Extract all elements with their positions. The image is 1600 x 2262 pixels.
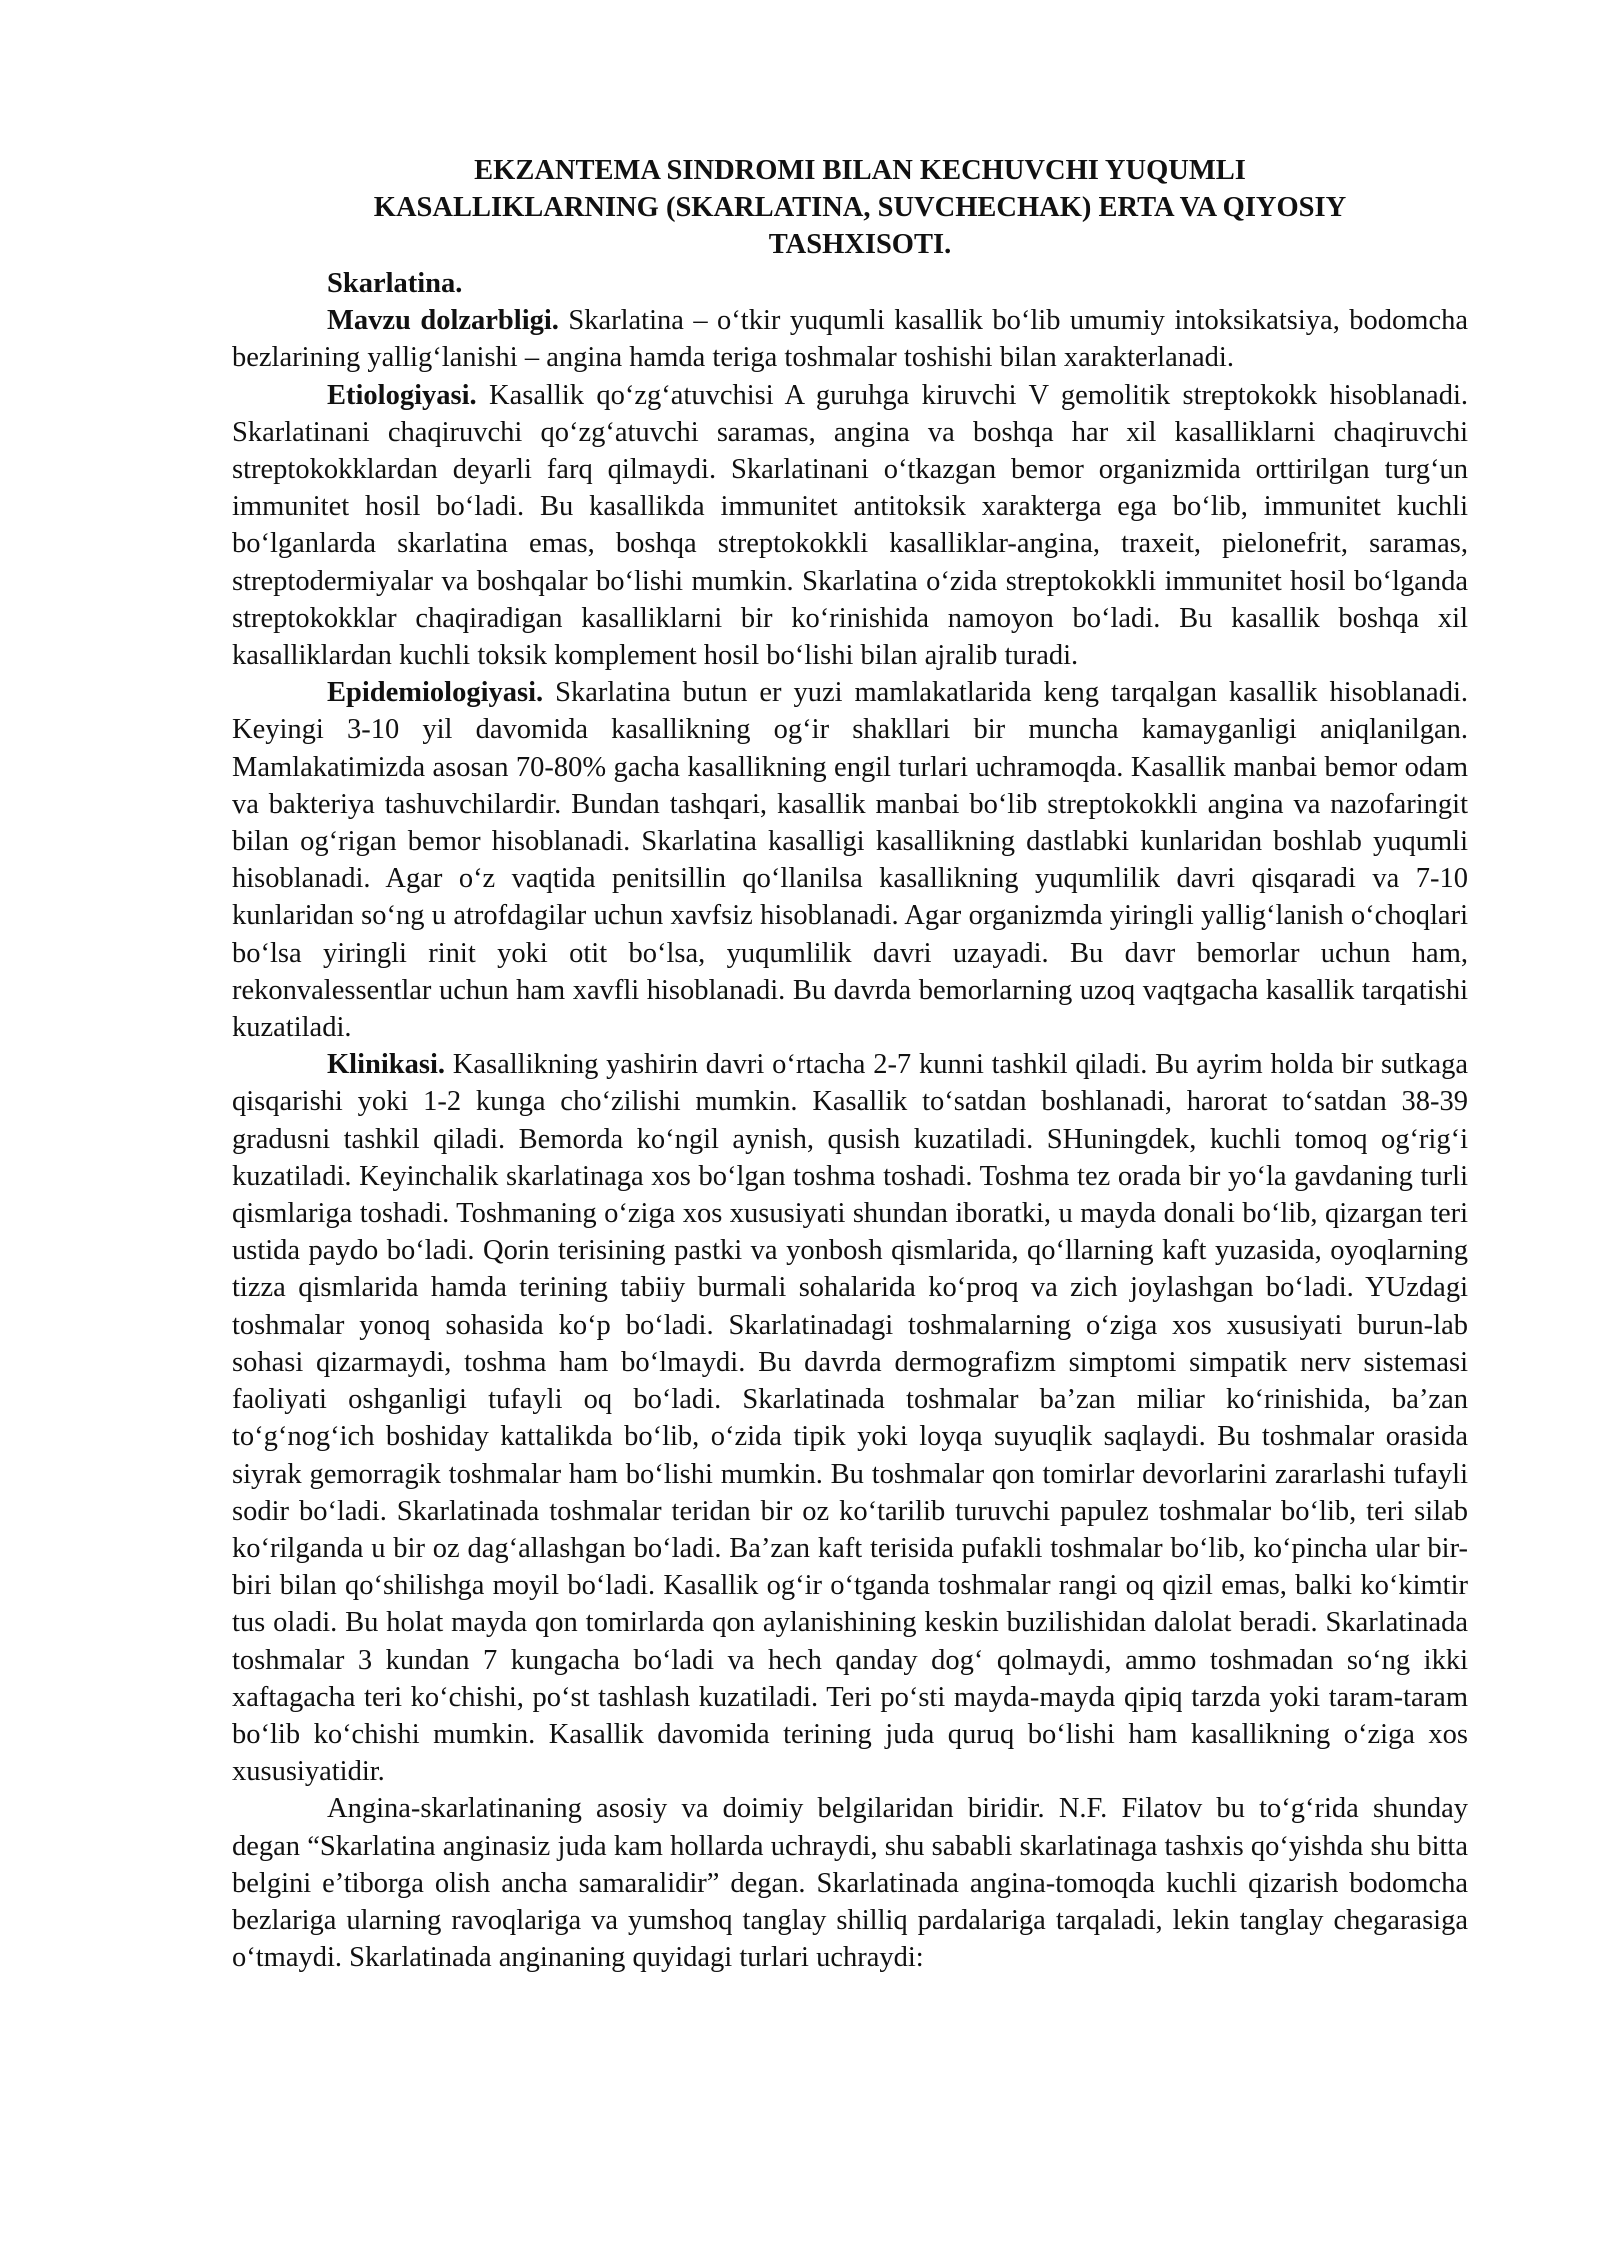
paragraph-epidemiology bbox=[232, 674, 1468, 1046]
title-line-3: TASHXISOTI. bbox=[768, 229, 952, 260]
paragraph-relevance bbox=[232, 302, 1468, 376]
document-title bbox=[232, 152, 1468, 263]
paragraph-etiology bbox=[232, 377, 1468, 675]
paragraph-angina bbox=[232, 1790, 1468, 1976]
paragraph-text: Kasallikning yashirin davri o‘rtacha 2-7 kunni tashkil qiladi. Bu ayrim holda bir sutkaga qisqarishi yoki 1-2 kunga cho‘zilishi mumkin. Kasallik to‘satdan boshlanadi, harorat to‘satdan 38-39 gradusni tashkil qiladi. Bemorda ko‘ngil aynish, qusish kuzatiladi. SHuningdek, kuchli tomoq og‘rig‘i kuzatiladi. Keyinchalik skarlatinaga xos bo‘lgan toshma toshadi. Toshma tez orada bir yo‘la gavdaning turli qismlariga toshadi. Toshmaning o‘ziga xos xususiyati shundan iboratki, u mayda donali bo‘lib, qizargan teri ustida paydo bo‘ladi. Qorin terisining pastki va yonbosh qismlarida, qo‘llarning kaft yuzasida, oyoqlarning tizza qismlarida hamda terining tabiiy burmali sohalarida ko‘proq va zich joylashgan bo‘ladi. YUzdagi toshmalar yonoq sohasida ko‘p bo‘ladi. Skarlatinadagi toshmalarning o‘ziga xos xususiyati burun-lab sohasi qizarmaydi, toshma ham bo‘lmaydi. Bu davrda dermografizm simptomi simpatik nerv sistemasi faoliyati oshganligi tufayli oq bo‘ladi. Skarlatinada toshmalar ba’zan miliar ko‘rinishida, ba’zan to‘g‘nog‘ich boshiday kattalikda bo‘lib, o‘zida tipik yoki loyqa suyuqlik saqlaydi. Bu toshmalar orasida siyrak gemorragik toshmalar ham bo‘lishi mumkin. Bu toshmalar qon tomirlar devorlarini zararlashi tufayli sodir bo‘ladi. Skarlatinada toshmalar teridan bir oz ko‘tarilib turuvchi papulez toshmalar bo‘lib, teri silab ko‘rilganda u bir oz dag‘allashgan bo‘ladi. Ba’zan kaft terisida pufakli toshmalar bo‘lib, ko‘pincha ular bir-biri bilan qo‘shilishga moyil bo‘ladi. Kasallik og‘ir o‘tganda toshmalar rangi oq qizil emas, balki ko‘kimtir tus oladi. Bu holat mayda qon tomirlarda qon aylanishining keskin buzilishidan dalolat beradi. Skarlatinada toshmalar 3 kundan 7 kungacha bo‘ladi va hech qanday dog‘ qolmaydi, ammo toshmadan so‘ng ikki xaftagacha teri ko‘chishi, po‘st tashlash kuzatiladi. Teri po‘sti mayda-mayda qipiq tarzda yoki taram-taram bo‘lib ko‘chishi mumkin. Kasallik davomida terining juda quruq bo‘lishi ham kasallikning o‘ziga xos xususiyatidir. bbox=[232, 1049, 1468, 1788]
paragraph-heading: Epidemiologiyasi. bbox=[327, 677, 544, 709]
paragraph-text: Kasallik qo‘zg‘atuvchisi A guruhga kiruvchi V gemolitik streptokokk hisoblanadi. Skarlatinani chaqiruvchi qo‘zg‘atuvchi saramas, angina va boshqa har xil kasalliklarni chaqiruvchi streptokokklardan deyarli farq qilmaydi. Skarlatinani o‘tkazgan bemor organizmida orttirilgan turg‘un immunitet hosil bo‘ladi. Bu kasallikda immunitet antitoksik xarakterga ega bo‘lib, immunitet kuchli bo‘lganlarda skarlatina emas, boshqa streptokokkli kasalliklar-angina, traxeit, pielonefrit, saramas, streptodermiyalar va boshqalar bo‘lishi mumkin. Skarlatina o‘zida streptokokkli immunitet hosil bo‘lganda streptokokklar chaqiradigan kasalliklarni bir ko‘rinishida namoyon bo‘ladi. Bu kasallik boshqa xil kasalliklardan kuchli toksik komplement hosil bo‘lishi bilan ajralib turadi. bbox=[232, 379, 1468, 672]
paragraph-clinic bbox=[232, 1046, 1468, 1790]
paragraph-heading: Mavzu dolzarbligi. bbox=[327, 305, 559, 337]
paragraph-text: Skarlatina butun er yuzi mamlakatlarida keng tarqalgan kasallik hisoblanadi. Keyingi 3-10 yil davomida kasallikning og‘ir shakllari bir muncha kamayganligi aniqlanilgan. Mamlakatimizda asosan 70-80% gacha kasallikning engil turlari uchramoqda. Kasallik manbai bemor odam va bakteriya tashuvchilardir. Bundan tashqari, kasallik manbai bo‘lib streptokokkli angina va nazofaringit bilan og‘rigan bemor hisoblanadi. Skarlatina kasalligi kasallikning dastlabki kunlaridan boshlab yuqumli hisoblanadi. Agar o‘z vaqtida penitsillin qo‘llanilsa kasallikning yuqumlilik davri qisqaradi va 7-10 kunlaridan so‘ng u atrofdagilar uchun xavfsiz hisoblanadi. Agar organizmda yiringli yallig‘lanish o‘choqlari bo‘lsa yiringli rinit yoki otit bo‘lsa, yuqumlilik davri uzayadi. Bu davr bemorlar uchun ham, rekonvalessentlar uchun ham xavfli hisoblanadi. Bu davrda bemorlarning uzoq vaqtgacha kasallik tarqatishi kuzatiladi. bbox=[232, 677, 1468, 1044]
paragraph-text: Skarlatina – o‘tkir yuqumli kasallik bo‘lib umumiy intoksikatsiya, bodomcha bezlarining yallig‘lanishi – angina hamda teriga toshmalar toshishi bilan xarakterlanadi. bbox=[232, 305, 1468, 374]
section-title: Skarlatina. bbox=[327, 268, 463, 299]
title-line-2: KASALLIKLARNING (SKARLATINA, SUVCHECHAK) ERTA VA QIYOSIY bbox=[373, 192, 1347, 223]
title-line-1: EKZANTEMA SINDROMI BILAN KECHUVCHI YUQUMLI bbox=[474, 155, 1246, 186]
paragraph-heading: Etiologiyasi. bbox=[327, 379, 477, 411]
paragraph-heading: Klinikasi. bbox=[327, 1049, 446, 1081]
paragraph-text: Angina-skarlatinaning asosiy va doimiy belgilaridan biridir. N.F. Filatov bu to‘g‘rida shunday degan “Skarlatina anginasiz juda kam hollarda uchraydi, shu sababli skarlatinaga tashxis qo‘yishda shu bitta belgini e’tiborga olish ancha samaralidir” degan. Skarlatinada angina-tomoqda kuchli qizarish bodomcha bezlariga ularning ravoqlariga va yumshoq tanglay shilliq pardalariga tarqaladi, lekin tanglay chegarasiga o‘tmaydi. Skarlatinada anginaning quyidagi turlari uchraydi: bbox=[232, 1793, 1468, 1974]
